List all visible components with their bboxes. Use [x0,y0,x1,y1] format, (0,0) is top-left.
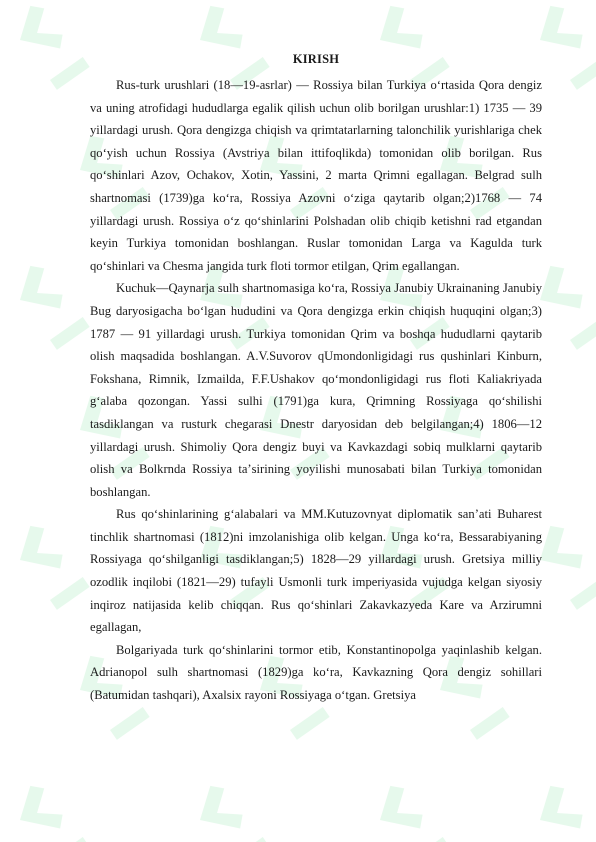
watermark-bar [230,837,270,842]
watermark-chevron [7,780,68,842]
watermark-bar [50,577,90,610]
page-title: KIRISH [292,52,340,66]
watermark-bar [570,837,596,842]
watermark-bar [50,57,90,90]
watermark-chevron [187,780,248,842]
watermark-bar [50,317,90,350]
paragraph-1: Rus-turk urushlari (18—19-asrlar) — Rossiya bilan Turkiya oʻrtasida Qora dengiz va uning atrofidagi hududlarga egalik qilish uchun olib borilgan urushlar:1) 1735 — 39 yillardagi urush. Qora dengizga chiqish va qrimtatarlarning talonchilik yurishlariga chek qoʻyish uchun Rossiya (Avstriya bilan ittifoqlikda) tomonidan olib borilgan. Rus qoʻshinlari Azov, Ochakov, Xotin, Yassini, 2 marta Qrimni egallagan. Belgrad sulh shartnomasi (1739)ga koʻra, Rossiya Azovni oʻziga qaytarib olgan;2)1768 — 74 yillardagi urush. Rossiya oʻz qoʻshinlarini Polshadan olib chiqib ketishni rad etgandan keyin Turkiya tomonidan boshlangan. Ruslar tomonidan Larga va Kagulda turk qoʻshinlari va Chesma jangida turk floti tormor etilgan, Qrim egallangan. [90,78,542,273]
paragraph-2: Kuchuk—Qaynarja sulh shartnomasiga koʻra, Rossiya Janubiy Ukrainaning Janubiy Bug daryosigacha boʻlgan hududini va Qora dengizga erkin chiqish huquqini olgan;3) 1787 — 91 yillardagi urush. Turkiya tomonidan Qrim va boshqa hududlarni qaytarib olish maqsadida boshlangan. A.V.Suvorov qUmondonligidagi rus qushinlari Kinburn, Fokshana, Rimnik, Izmailda, F.F.Ushakov qoʻmondonligidagi rus floti Kaliakriyada gʻalaba qozongan. Yassi sulhi (1791)ga kura, Qrimning Rossiyaga qoʻshilishi tasdiklangan va rusturk chegarasi Dnestr daryosidan deb belgilangan;4) 1806—12 yillardagi urush. Shimoliy Qora dengiz buyi va Kavkazdagi sobiq mulklarni qaytarib olish va Bolkrnda Rossiya taʼsirining yoyilishi munosabati bilan Turkiya tomonidan boshlangan. [90,281,542,499]
document-page [90,52,542,707]
watermark-bar [410,837,450,842]
watermark-chevron [7,520,68,584]
watermark-bar [290,707,330,740]
watermark-chevron [587,390,596,454]
paragraph-4: Bolgariyada turk qoʻshinlarini tormor etib, Konstantinopolga yaqinlashib kelgan. Adrianopol sulh shartnomasi (1829)ga koʻra, Kavkazning Qora dengiz sohillari (Batumidan tashqari), Axalsix rayoni Rossiyaga oʻtgan. Gretsiya [90,642,542,703]
watermark-chevron [527,780,588,842]
watermark-bar [570,57,596,90]
watermark-chevron [367,780,428,842]
watermark-chevron [7,0,68,64]
watermark-bar [110,707,150,740]
watermark-chevron [587,650,596,714]
watermark-bar [50,837,90,842]
paragraph-3: Rus qoʻshinlarining gʻalabalari va MM.Kutuzovnyat diplomatik sanʼati Buharest tinchlik shartnomasi (1812)ni imzolanishiga olib kelgan. Unga koʻra, Bessarabiyaning Rossiyaga qoʻshilganligi tasdiklangan;5) 1828—29 yillardagi urush. Gretsiya milliy ozodlik inqilobi (1821—29) tufayli Usmonli turk imperiyasida vujudga kelgan siyosiy inqiroz natijasida kelib chiqqan. Rus qoʻshinlari Zakavkazyeda Kare va Arzirumni egallagan, [90,507,542,635]
watermark-chevron [587,130,596,194]
watermark-chevron [7,260,68,324]
watermark-bar [470,707,510,740]
watermark-bar [570,577,596,610]
watermark-bar [570,317,596,350]
